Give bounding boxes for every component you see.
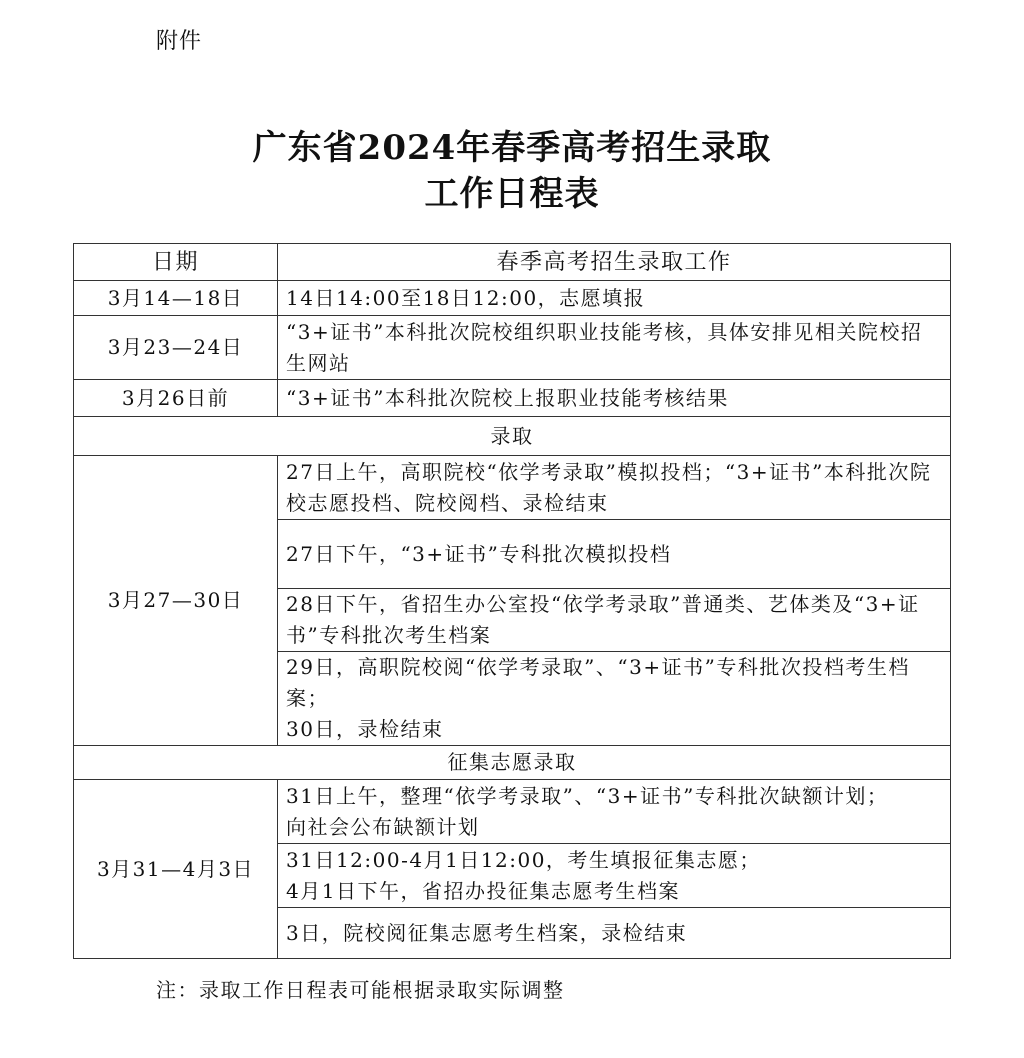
date-cell: 3月27—30日 xyxy=(74,456,278,746)
work-cell: 31日上午，整理“依学考录取”、“3+证书”专科批次缺额计划； 向社会公布缺额计划 xyxy=(278,780,951,844)
table-row xyxy=(74,316,951,380)
date-cell: 3月31—4月3日 xyxy=(74,780,278,959)
table-row xyxy=(74,380,951,417)
header-work: 春季高考招生录取工作 xyxy=(278,244,951,281)
document-title: 广东省2024年春季高考招生录取 xyxy=(252,128,772,168)
work-cell: 14日14:00至18日12:00，志愿填报 xyxy=(278,281,951,316)
work-cell: 29日，高职院校阅“依学考录取”、“3+证书”专科批次投档考生档案； 30日，录检结束 xyxy=(278,652,951,746)
section-title-admission: 录取 xyxy=(74,417,951,456)
section-row xyxy=(74,746,951,780)
work-cell: “3+证书”本科批次院校组织职业技能考核，具体安排见相关院校招生网站 xyxy=(278,316,951,380)
header-date: 日期 xyxy=(74,244,278,281)
table-row xyxy=(74,780,951,844)
section-title-supplementary: 征集志愿录取 xyxy=(74,746,951,780)
work-cell: 28日下午，省招生办公室投“依学考录取”普通类、艺体类及“3+证书”专科批次考生档案 xyxy=(278,589,951,652)
section-row xyxy=(74,417,951,456)
work-cell: 31日12:00-4月1日12:00，考生填报征集志愿； 4月1日下午，省招办投征集志愿考生档案 xyxy=(278,844,951,908)
work-cell: 27日下午，“3+证书”专科批次模拟投档 xyxy=(278,520,951,589)
date-cell: 3月26日前 xyxy=(74,380,278,417)
table-row xyxy=(74,281,951,316)
table-header-row xyxy=(74,244,951,281)
document-subtitle: 工作日程表 xyxy=(424,174,600,214)
footnote: 注：录取工作日程表可能根据录取实际调整 xyxy=(156,978,565,1002)
schedule-table xyxy=(73,243,951,959)
work-cell: 27日上午，高职院校“依学考录取”模拟投档；“3+证书”本科批次院校志愿投档、院校阅档、录检结束 xyxy=(278,456,951,520)
work-cell: “3+证书”本科批次院校上报职业技能考核结果 xyxy=(278,380,951,417)
date-cell: 3月14—18日 xyxy=(74,281,278,316)
work-cell: 3日，院校阅征集志愿考生档案，录检结束 xyxy=(278,908,951,959)
attachment-label: 附件 xyxy=(156,29,203,54)
date-cell: 3月23—24日 xyxy=(74,316,278,380)
table-row xyxy=(74,456,951,520)
